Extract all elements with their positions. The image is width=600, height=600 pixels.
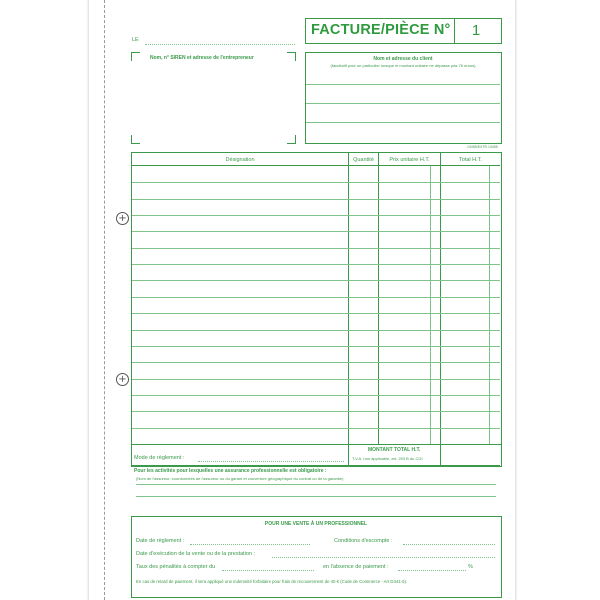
date-reglement-line[interactable]	[190, 544, 310, 545]
client-label: Nom et adresse du client	[373, 56, 433, 62]
col-cents-2	[489, 166, 490, 444]
penalites-label: Taux des pénalités à compter du	[136, 564, 216, 570]
binder-hole-bottom-icon: +	[116, 373, 129, 386]
table-row[interactable]	[132, 248, 500, 249]
retard-note: En cas de retard de paiement, il sera appliqué une indemnité forfaitaire pour frais de recouvrement de 40 € (Code de Commerce - Art D441-5).	[136, 579, 408, 584]
col-total: Total H.T.	[459, 157, 482, 163]
insurance-title: Pour les activités pour lesquelles une assurance professionnelle est obligatoire :	[134, 468, 327, 474]
table-row[interactable]	[132, 362, 500, 363]
col-cents-1	[430, 166, 431, 444]
table-header-bottom	[132, 165, 500, 166]
invoice-title: FACTURE/PIÈCE N°	[311, 22, 451, 38]
table-row[interactable]	[132, 379, 500, 380]
table-row[interactable]	[132, 395, 500, 396]
crop-mark-tl	[131, 52, 140, 61]
le-label: LE	[132, 37, 139, 43]
absence-paiement-label: en l'absence de paiement :	[323, 564, 389, 570]
col-quantite: Quantité	[353, 157, 374, 163]
insurance-top	[132, 465, 500, 466]
penalites-rate-line[interactable]	[398, 570, 466, 571]
penalites-date-line[interactable]	[222, 570, 314, 571]
binder-hole-top-icon: +	[116, 212, 129, 225]
table-row[interactable]	[132, 330, 500, 331]
crop-mark-bl	[131, 135, 140, 144]
table-row[interactable]	[132, 313, 500, 314]
col-prix-unitaire: Prix unitaire H.T.	[389, 157, 430, 163]
col-designation: Désignation	[225, 157, 255, 163]
ref-code: 13455/EXTR 13455	[467, 145, 498, 149]
insurance-note: (Nom de l'assureur, coordonnées de l'assureur ou du garant et couverture géographique du contrat ou de la garantie)	[136, 476, 344, 481]
crop-mark-tr	[287, 52, 296, 61]
percent-sign: %	[468, 564, 473, 570]
insurance-line-1[interactable]	[136, 484, 496, 485]
mode-reglement-line[interactable]	[198, 461, 344, 462]
table-row[interactable]	[132, 264, 500, 265]
montant-total-value[interactable]	[440, 444, 502, 467]
montant-total-label: MONTANT TOTAL H.T.	[368, 447, 421, 453]
mode-reglement-label: Mode de règlement :	[134, 455, 185, 461]
table-row[interactable]	[132, 280, 500, 281]
date-execution-label: Date d'exécution de la vente ou de la prestation :	[136, 551, 256, 557]
table-row[interactable]	[132, 199, 500, 200]
conditions-escompte-label: Conditions d'escompte :	[334, 538, 393, 544]
table-row[interactable]	[132, 231, 500, 232]
table-row[interactable]	[132, 182, 500, 183]
client-line-1[interactable]	[306, 84, 500, 85]
client-line-2[interactable]	[306, 103, 500, 104]
table-row[interactable]	[132, 411, 500, 412]
col-divider-3	[440, 153, 441, 444]
col-divider-2	[378, 153, 379, 444]
conditions-escompte-line[interactable]	[403, 544, 495, 545]
le-date-line[interactable]	[145, 44, 295, 45]
table-row[interactable]	[132, 346, 500, 347]
date-execution-line[interactable]	[272, 557, 495, 558]
client-line-3[interactable]	[306, 122, 500, 123]
perforation-line	[104, 0, 105, 600]
client-note: (facultatif pour un particulier lorsque le montant unitaire ne dépasse pas 76 euros)	[330, 63, 476, 68]
siren-label: Nom, n° SIREN et adresse de l'entrepreneur	[150, 55, 254, 61]
invoice-number[interactable]: 1	[471, 22, 481, 39]
pro-section-title: POUR UNE VENTE À UN PROFESSIONNEL	[264, 521, 368, 527]
col-divider-1	[348, 153, 349, 444]
date-reglement-label: Date de règlement :	[136, 538, 185, 544]
tva-note: T.V.A. non applicable, art. 293 B du CGI	[352, 456, 423, 461]
table-row[interactable]	[132, 428, 500, 429]
table-row[interactable]	[132, 215, 500, 216]
table-row[interactable]	[132, 297, 500, 298]
totals-left-divider	[348, 444, 349, 465]
crop-mark-br	[287, 135, 296, 144]
insurance-line-2[interactable]	[136, 496, 496, 497]
